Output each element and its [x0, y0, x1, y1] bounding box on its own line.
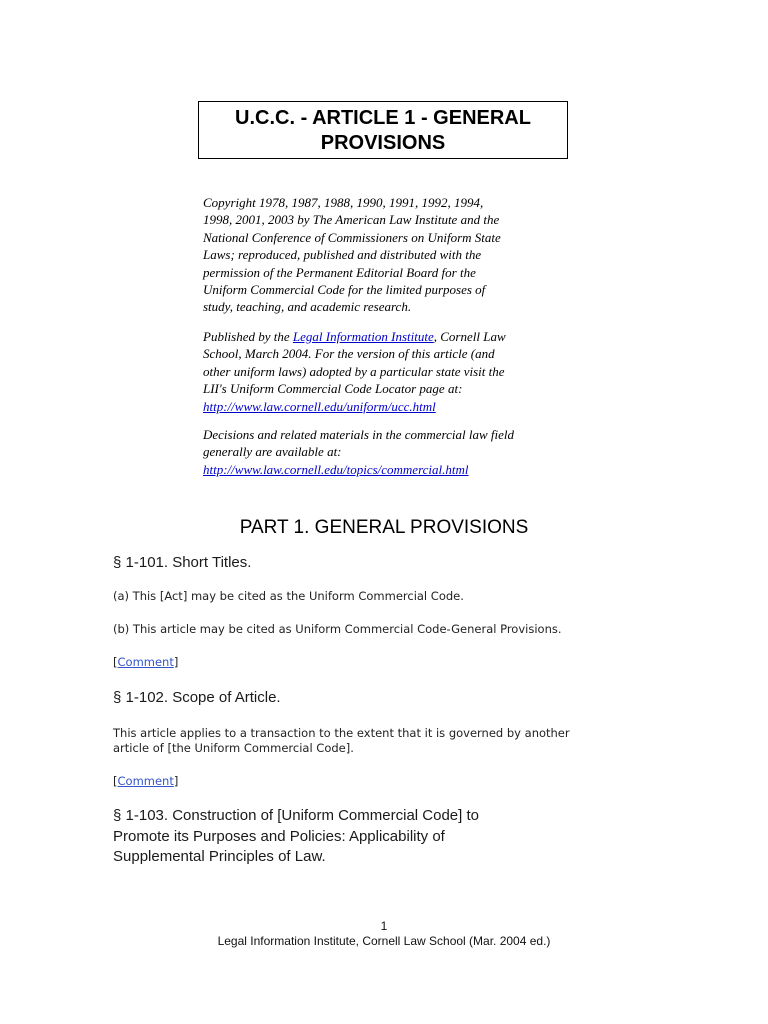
published-notice — [203, 328, 573, 415]
section-1-101-para-b: (b) This article may be cited as Uniform Commercial Code-General Provisions. — [113, 622, 562, 636]
section-heading-1-103 — [113, 806, 673, 868]
published-line: School, March 2004. For the version of this article (and — [203, 346, 495, 362]
section-1-103-heading-line: Promote its Purposes and Policies: Applicability of — [113, 827, 445, 845]
section-heading-1-101: § 1-101. Short Titles. — [113, 554, 252, 571]
article-title-line-1: U.C.C. - ARTICLE 1 - GENERAL — [235, 107, 531, 129]
commercial-topics-link[interactable]: http://www.law.cornell.edu/topics/commercial.html — [203, 461, 469, 477]
part-heading: PART 1. GENERAL PROVISIONS — [239, 517, 529, 538]
comment-link-1-101[interactable]: Comment — [117, 655, 174, 669]
copyright-line: Uniform Commercial Code for the limited purposes of — [203, 282, 486, 298]
bracket-close: ] — [173, 655, 179, 669]
article-title — [198, 101, 568, 159]
comment-link-1-102[interactable]: Comment — [117, 774, 174, 788]
article-title-line-2: PROVISIONS — [320, 132, 446, 154]
page-number: 1 — [380, 919, 388, 933]
copyright-line: 1998, 2001, 2003 by The American Law Institute and the — [203, 212, 500, 228]
copyright-line: study, teaching, and academic research. — [203, 299, 412, 315]
bracket-open: [ — [113, 774, 118, 788]
section-heading-1-102: § 1-102. Scope of Article. — [113, 689, 281, 706]
bracket-close: ] — [173, 774, 179, 788]
published-after-link: , Cornell Law — [433, 329, 506, 344]
published-line: LII's Uniform Commercial Code Locator page at: — [203, 381, 463, 397]
section-1-102-para — [113, 726, 633, 756]
copyright-line: permission of the Permanent Editorial Board for the — [203, 264, 476, 280]
copyright-notice — [203, 194, 573, 316]
decisions-line: generally are available at: — [203, 444, 342, 460]
section-1-101-para-a: (a) This [Act] may be cited as the Uniform Commercial Code. — [113, 589, 464, 603]
section-1-103-heading-line: Supplemental Principles of Law. — [113, 848, 326, 865]
copyright-line: Laws; reproduced, published and distributed with the — [203, 247, 482, 263]
copyright-line: National Conference of Commissioners on Uniform State — [203, 229, 501, 245]
section-1-103-heading-line: § 1-103. Construction of [Uniform Commercial Code] to — [113, 807, 479, 824]
bracket-open: [ — [113, 655, 118, 669]
footer-text: Legal Information Institute, Cornell Law School (Mar. 2004 ed.) — [217, 934, 551, 948]
copyright-line: Copyright 1978, 1987, 1988, 1990, 1991, 1992, 1994, — [203, 195, 484, 210]
decisions-line: Decisions and related materials in the commercial law field — [203, 427, 514, 442]
section-1-102-line: article of [the Uniform Commercial Code]. — [113, 741, 354, 755]
decisions-notice — [203, 426, 573, 478]
lii-link[interactable]: Legal Information Institute — [292, 329, 434, 344]
comment-link-row — [113, 655, 633, 670]
published-line: other uniform laws) adopted by a particular state visit the — [203, 363, 505, 379]
published-prefix: Published by the — [203, 329, 293, 344]
section-1-102-line: This article applies to a transaction to the extent that it is governed by another — [113, 726, 570, 740]
comment-link-row — [113, 774, 633, 789]
ucc-locator-link[interactable]: http://www.law.cornell.edu/uniform/ucc.html — [203, 398, 436, 414]
